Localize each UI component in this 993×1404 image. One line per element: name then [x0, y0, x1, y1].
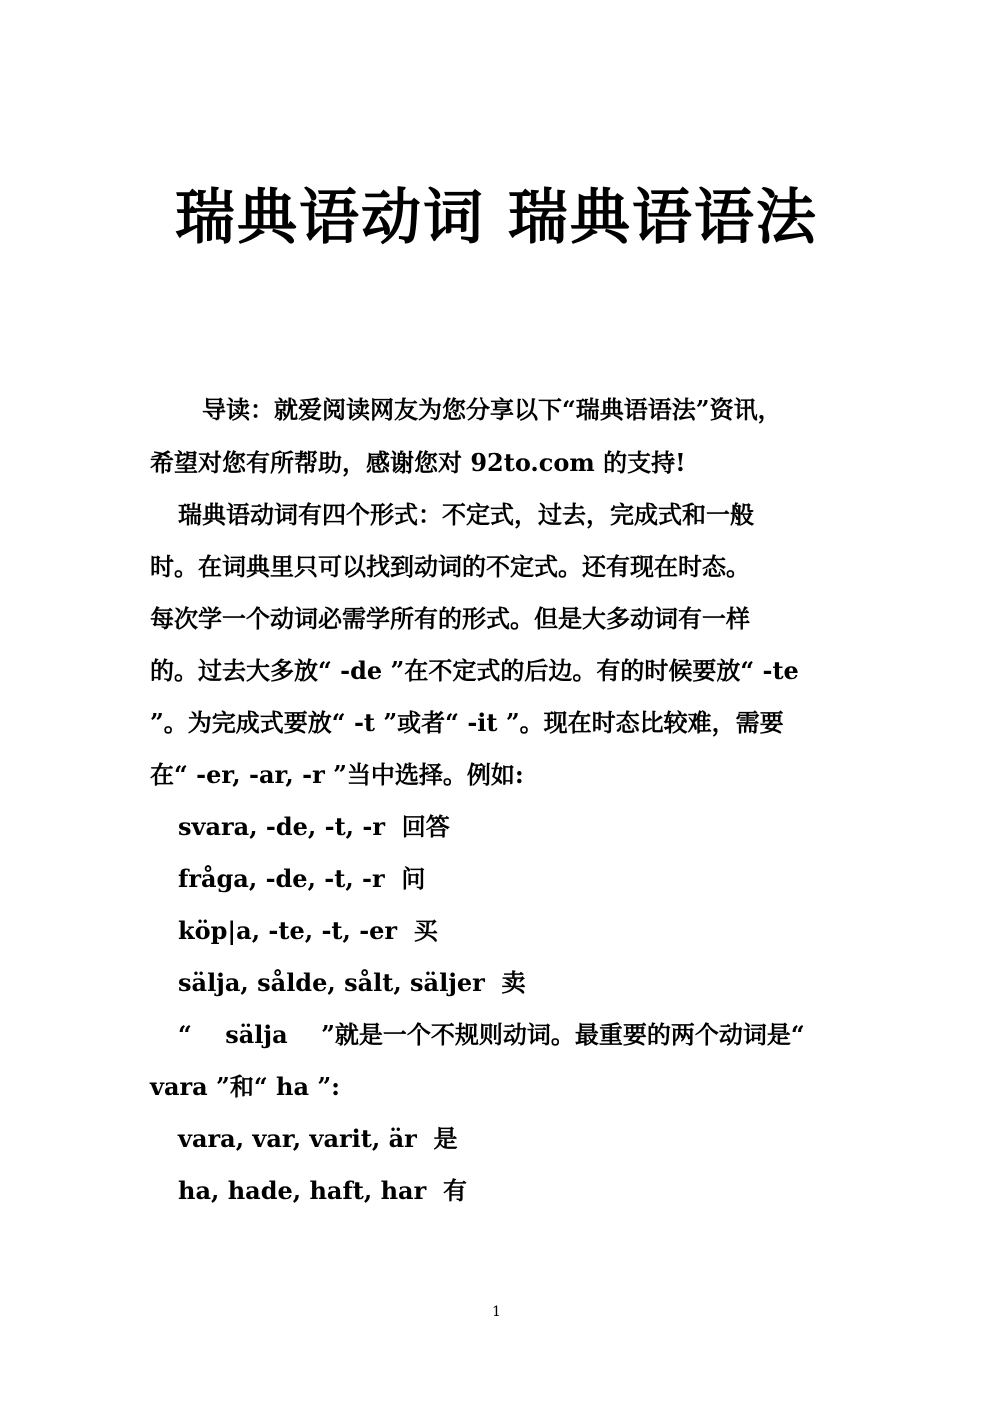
- document-title: 瑞典语动词 瑞典语语法: [175, 183, 818, 253]
- irregular-line-1: “ sälja ”就是一个不规则动词。最重要的两个动词是“: [178, 1020, 805, 1049]
- example-salja: sälja, sålde, sålt, säljer 卖: [178, 968, 526, 997]
- body-line-6: 在“ -er, -ar, -r ”当中选择。例如:: [150, 760, 524, 789]
- example-ha: ha, hade, haft, har 有: [178, 1176, 467, 1205]
- body-line-3: 每次学一个动词必需学所有的形式。但是大多动词有一样: [150, 604, 750, 633]
- example-vara: vara, var, varit, är 是: [178, 1124, 458, 1153]
- body-line-5: ”。为完成式要放“ -t ”或者“ -it ”。现在时态比较难，需要: [150, 708, 784, 737]
- body-line-1: 瑞典语动词有四个形式：不定式，过去，完成式和一般: [178, 500, 754, 529]
- body-line-2: 时。在词典里只可以找到动词的不定式。还有现在时态。: [150, 552, 750, 581]
- page-number: 1: [492, 1304, 501, 1320]
- example-svara: svara, -de, -t, -r 回答: [178, 812, 450, 841]
- intro-line-2: 希望对您有所帮助，感谢您对 92to.com 的支持!: [150, 448, 686, 477]
- irregular-line-2: vara ”和“ ha ”:: [150, 1072, 341, 1101]
- example-kopa: köp|a, -te, -t, -er 买: [178, 916, 438, 945]
- intro-line-1: 导读：就爱阅读网友为您分享以下“瑞典语语法”资讯，: [202, 395, 782, 424]
- body-line-4: 的。过去大多放“ -de ”在不定式的后边。有的时候要放“ -te: [150, 656, 799, 685]
- example-fraga: fråga, -de, -t, -r 问: [178, 864, 426, 893]
